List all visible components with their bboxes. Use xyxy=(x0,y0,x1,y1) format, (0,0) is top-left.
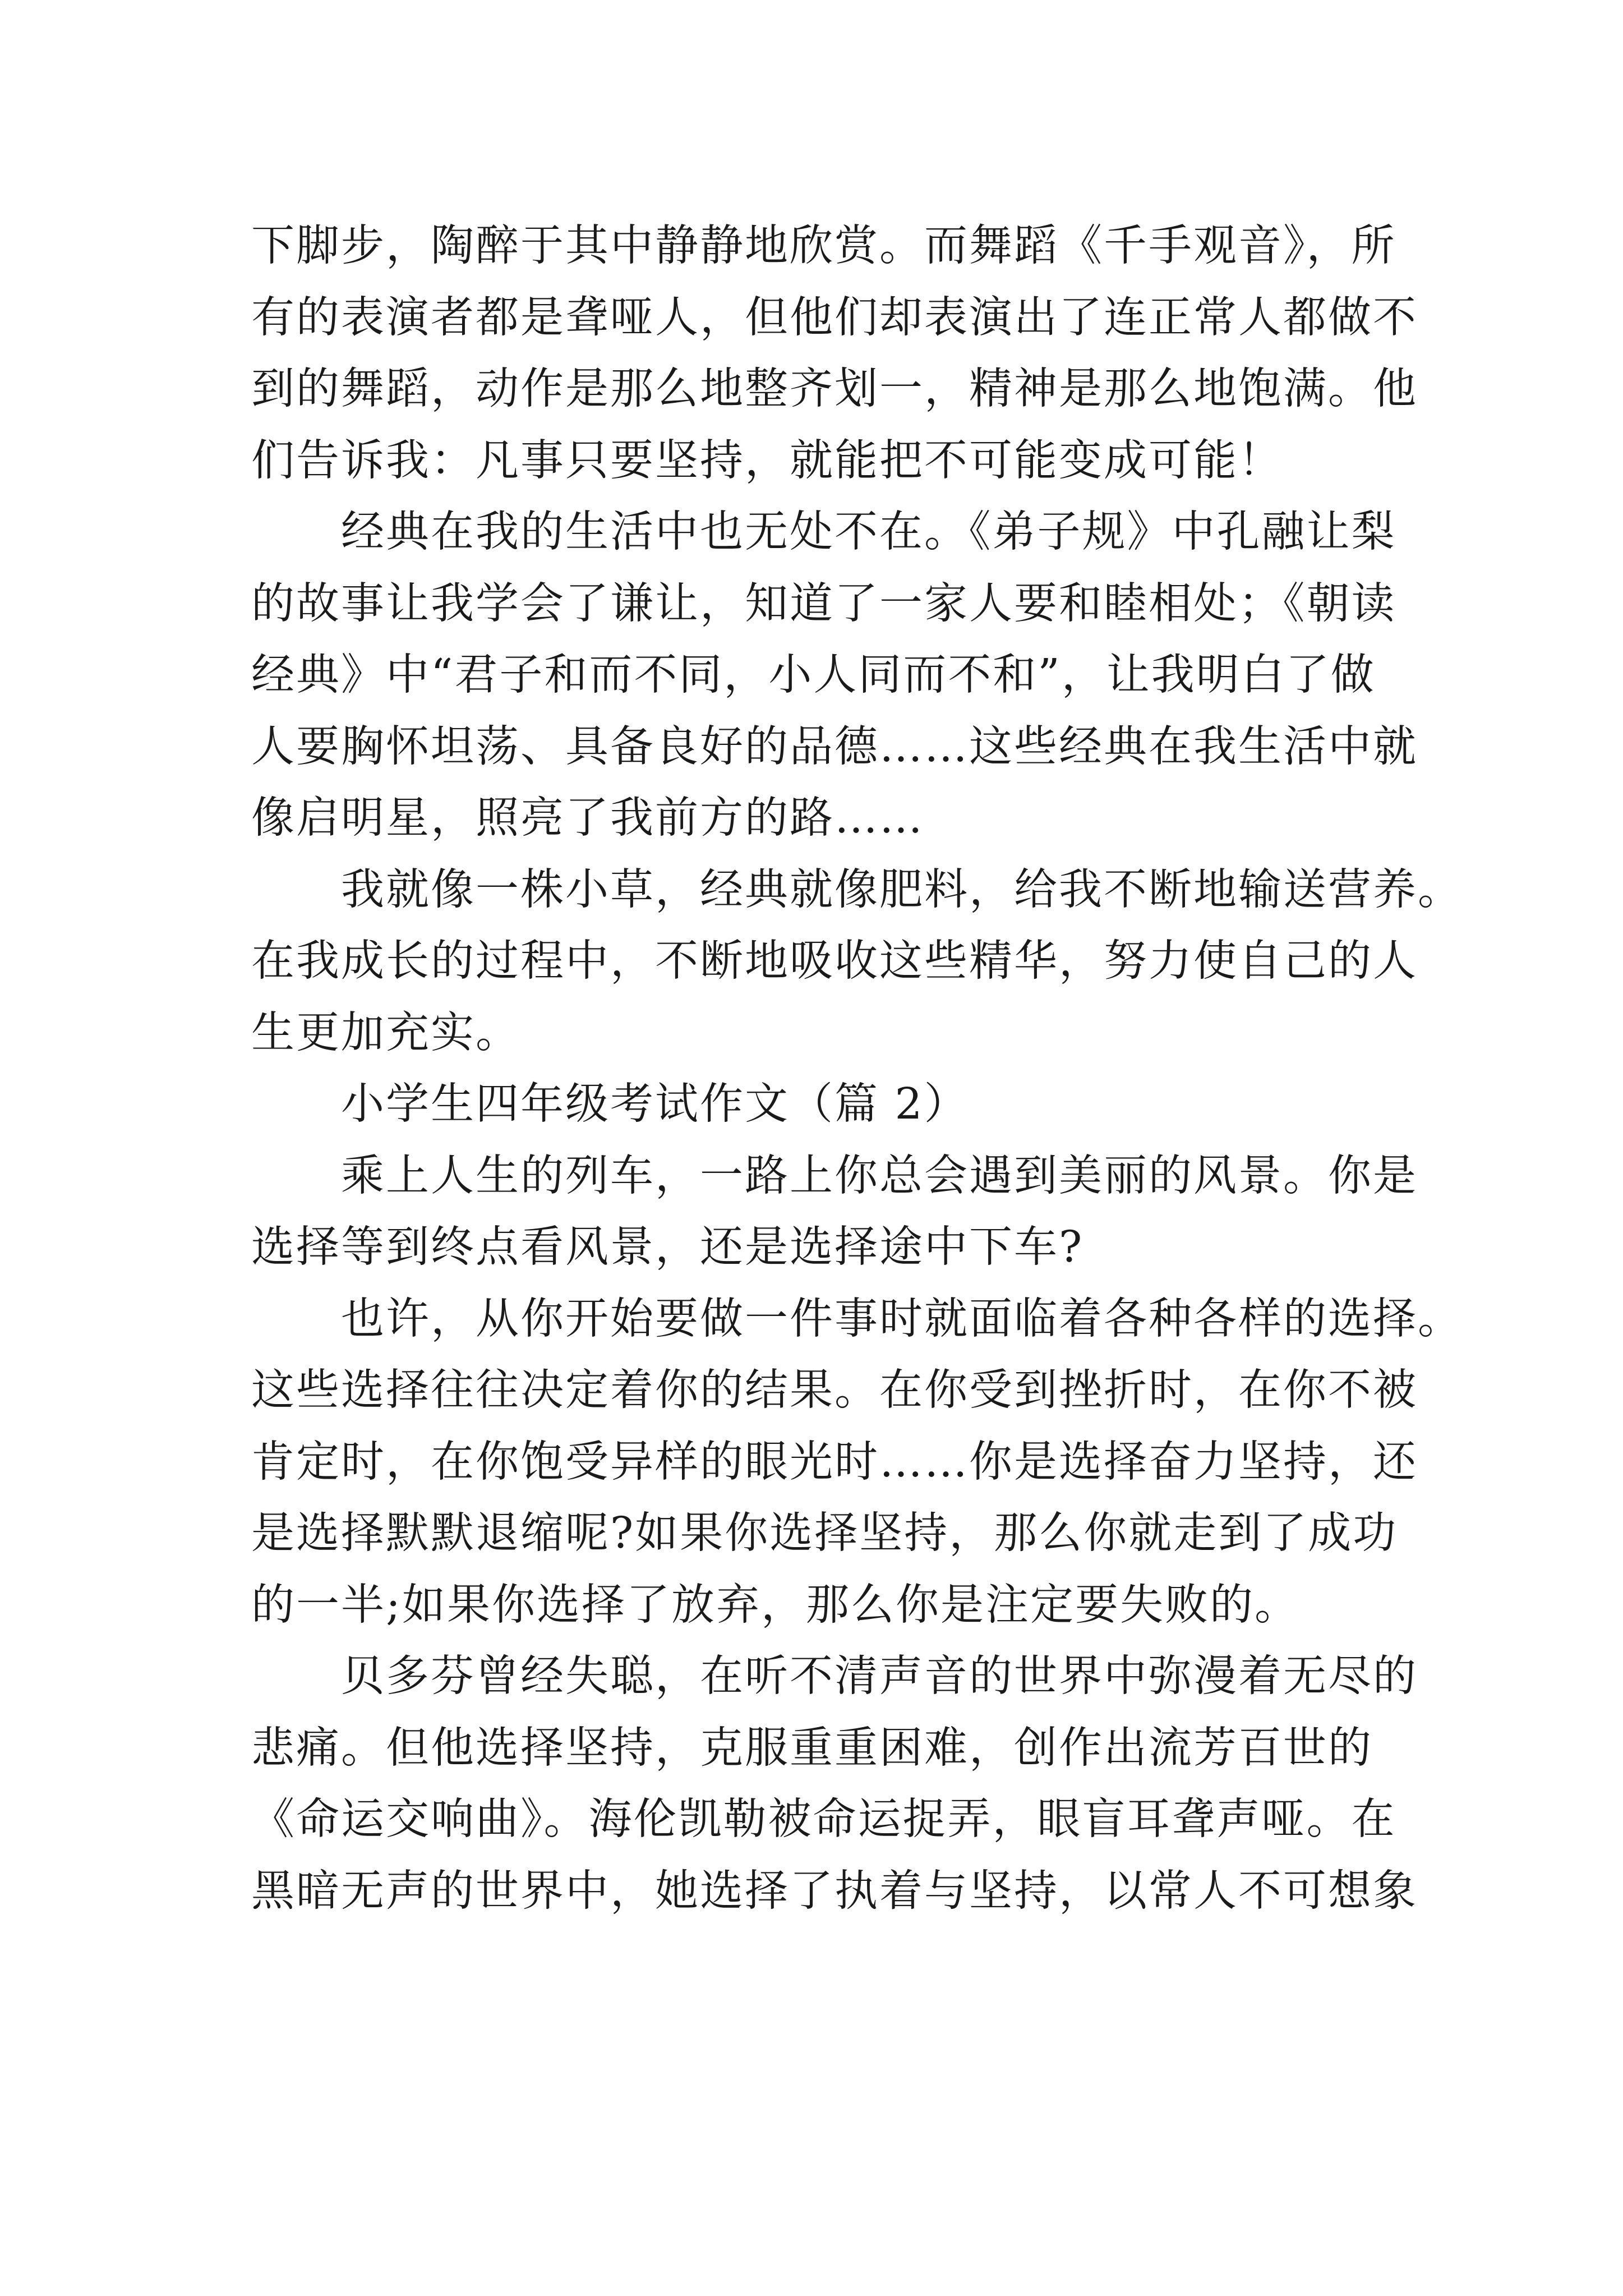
paragraph-6 xyxy=(251,1641,1418,1927)
text-line: 选择等到终点看风景，还是选择途中下车? xyxy=(251,1222,1084,1272)
text-line: 有的表演者都是聋哑人，但他们却表演出了连正常人都做不 xyxy=(251,292,1418,343)
paragraph-4 xyxy=(251,1140,1418,1283)
paragraph-3 xyxy=(251,854,1463,1069)
text-line: 像启明星，照亮了我前方的路…… xyxy=(251,793,924,843)
text-line: 生更加充实。 xyxy=(251,1007,520,1058)
section-title: 小学生四年级考试作文（篇 2） xyxy=(251,1079,969,1129)
text-line: 人要胸怀坦荡、具备良好的品德……这些经典在我生活中就 xyxy=(251,721,1418,772)
text-line: 下脚步，陶醉于其中静静地欣赏。而舞蹈《千手观音》，所 xyxy=(251,221,1396,271)
text-line: 的故事让我学会了谦让，知道了一家人要和睦相处；《朝读 xyxy=(251,578,1396,629)
text-line: 悲痛。但他选择坚持，克服重重困难，创作出流芳百世的 xyxy=(251,1723,1373,1773)
text-line: 黑暗无声的世界中，她选择了执着与坚持，以常人不可想象 xyxy=(251,1866,1418,1916)
text-line: 贝多芬曾经失聪，在听不清声音的世界中弥漫着无尽的 xyxy=(251,1651,1418,1701)
text-line: 肯定时，在你饱受异样的眼光时……你是选择奋力坚持，还 xyxy=(251,1437,1418,1487)
text-line: 这些选择往往决定着你的结果。在你受到挫折时，在你不被 xyxy=(251,1365,1418,1415)
section-heading xyxy=(251,1069,1384,1140)
text-line: 经典在我的生活中也无处不在。《弟子规》中孔融让梨 xyxy=(251,507,1396,557)
text-line: 到的舞蹈，动作是那么地整齐划一，精神是那么地饱满。他 xyxy=(251,364,1418,414)
document-body xyxy=(251,210,1463,1927)
text-line: 我就像一株小草，经典就像肥料，给我不断地输送营养。 xyxy=(251,864,1463,915)
text-line: 《命运交响曲》。海伦凯勒被命运捉弄，眼盲耳聋声哑。在 xyxy=(251,1795,1396,1844)
text-line: 在我成长的过程中，不断地吸收这些精华，努力使自己的人 xyxy=(251,936,1418,986)
paragraph-2 xyxy=(251,496,1418,854)
paragraph-5 xyxy=(251,1283,1463,1641)
text-line: 的一半;如果你选择了放弃，那么你是注定要失败的。 xyxy=(251,1580,1299,1630)
text-line: 是选择默默退缩呢?如果你选择坚持，那么你就走到了成功 xyxy=(251,1508,1398,1558)
text-line: 经典》中“君子和而不同，小人同而不和”，让我明白了做 xyxy=(251,650,1376,700)
text-line: 也许，从你开始要做一件事时就面临着各种各样的选择。 xyxy=(251,1294,1463,1344)
text-line: 们告诉我：凡事只要坚持，就能把不可能变成可能！ xyxy=(251,435,1283,486)
text-line: 乘上人生的列车，一路上你总会遇到美丽的风景。你是 xyxy=(251,1151,1418,1201)
paragraph-1 xyxy=(251,210,1418,496)
